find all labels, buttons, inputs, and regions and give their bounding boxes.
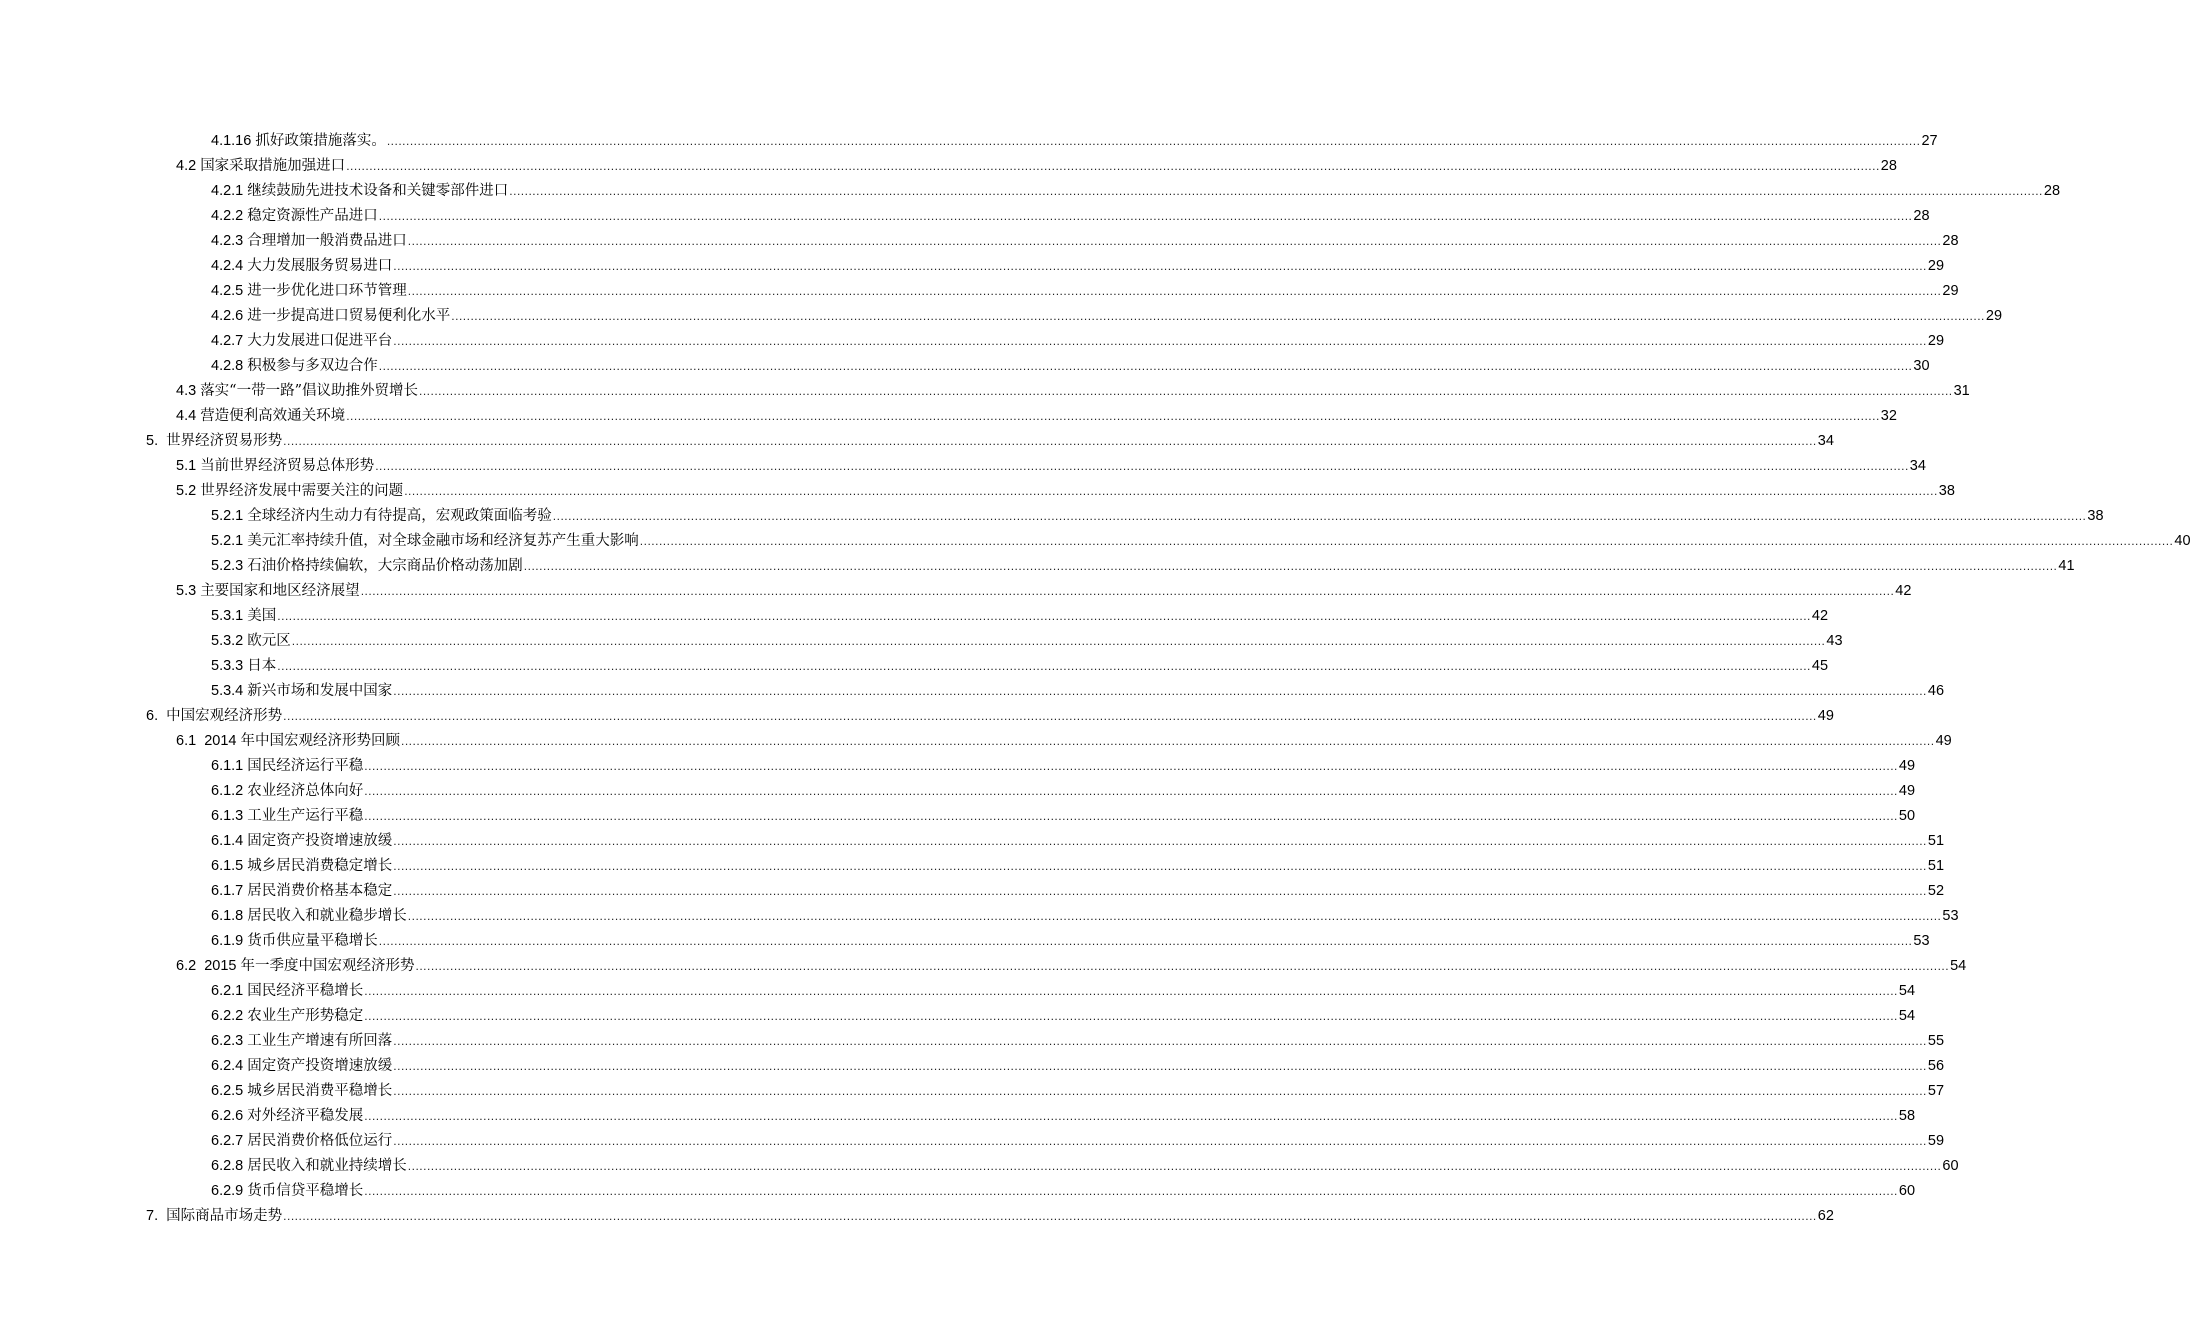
- toc-entry[interactable]: [0, 276, 1959, 301]
- toc-entry-title: 居民消费价格基本稳定: [247, 883, 393, 899]
- toc-entry[interactable]: [0, 651, 1829, 676]
- toc-entry-title: 工业生产增速有所回落: [247, 1033, 393, 1049]
- toc-entry[interactable]: [0, 401, 1897, 426]
- toc-entry-title: 石油价格持续偏软，大宗商品价格动荡加剧: [247, 558, 523, 574]
- toc-entry[interactable]: [0, 326, 1945, 351]
- toc-entry-page-number: 42: [1895, 583, 1912, 599]
- toc-dot-leader: ................................................................................................................................................................................................................................................................................................................................................................................................................: [393, 859, 1927, 873]
- toc-entry-page-number: 62: [1817, 1208, 1834, 1224]
- toc-entry-page-number: 58: [1898, 1108, 1916, 1124]
- toc-dot-leader: ................................................................................................................................................................................................................................................................................................................................................................................................................: [393, 684, 1927, 698]
- toc-entry[interactable]: [0, 976, 1916, 1001]
- toc-entry-number: 5.2: [176, 483, 201, 499]
- toc-entry-title: 大力发展服务贸易进口: [247, 258, 393, 274]
- toc-entry-page-number: 31: [1953, 383, 1970, 399]
- toc-entry-page-number: 32: [1880, 408, 1897, 424]
- toc-entry-title: 日本: [247, 658, 277, 674]
- toc-entry-number: 4.4: [176, 408, 201, 424]
- toc-entry-title: 进一步优化进口环节管理: [247, 283, 407, 299]
- toc-entry-number: 4.1.16: [211, 133, 256, 149]
- toc-entry-page-number: 38: [1938, 483, 1955, 499]
- toc-entry-title: 年一季度中国宏观经济形势: [240, 958, 415, 974]
- toc-entry[interactable]: [0, 851, 1945, 876]
- toc-entry-number: 6.1.3: [211, 808, 248, 824]
- toc-entry-number: 6.1.1: [211, 758, 248, 774]
- toc-dot-leader: ................................................................................................................................................................................................................................................................................................................................................................................................................: [378, 209, 1913, 223]
- toc-entry-page-number: 28: [1942, 233, 1959, 249]
- toc-dot-leader: ................................................................................................................................................................................................................................................................................................................................................................................................................: [360, 584, 1895, 598]
- toc-entry[interactable]: [0, 376, 1970, 401]
- toc-entry-title: 居民收入和就业稳步增长: [247, 908, 407, 924]
- toc-entry-number: 6.1.2: [211, 783, 248, 799]
- toc-entry[interactable]: [0, 351, 1930, 376]
- toc-dot-leader: ................................................................................................................................................................................................................................................................................................................................................................................................................: [393, 259, 1927, 273]
- toc-entry-number: 5.3.4: [211, 683, 248, 699]
- toc-dot-leader: ................................................................................................................................................................................................................................................................................................................................................................................................................: [393, 1059, 1927, 1073]
- toc-entry-page-number: 54: [1950, 958, 1967, 974]
- toc-entry-title: 国民经济平稳增长: [247, 983, 364, 999]
- toc-dot-leader: ................................................................................................................................................................................................................................................................................................................................................................................................................: [407, 234, 1942, 248]
- toc-dot-leader: ................................................................................................................................................................................................................................................................................................................................................................................................................: [378, 359, 1913, 373]
- toc-dot-leader: ................................................................................................................................................................................................................................................................................................................................................................................................................: [364, 1184, 1898, 1198]
- toc-entry-title: 货币供应量平稳增长: [247, 933, 378, 949]
- toc-entry-page-number: 57: [1927, 1083, 1945, 1099]
- toc-entry-number: 4.2.4: [211, 258, 248, 274]
- toc-entry[interactable]: [0, 526, 2191, 551]
- toc-entry[interactable]: [0, 951, 1967, 976]
- toc-entry-number: 6.1 2014: [176, 733, 241, 749]
- toc-entry[interactable]: [0, 126, 1938, 151]
- toc-dot-leader: ................................................................................................................................................................................................................................................................................................................................................................................................................: [407, 1159, 1942, 1173]
- toc-dot-leader: ................................................................................................................................................................................................................................................................................................................................................................................................................: [277, 659, 1811, 673]
- toc-entry-page-number: 34: [1909, 458, 1926, 474]
- toc-entry[interactable]: [0, 1201, 1834, 1226]
- toc-entry[interactable]: [0, 576, 1912, 601]
- toc-entry[interactable]: [0, 801, 1916, 826]
- toc-dot-leader: ................................................................................................................................................................................................................................................................................................................................................................................................................: [364, 759, 1898, 773]
- toc-dot-leader: ................................................................................................................................................................................................................................................................................................................................................................................................................: [291, 634, 1826, 648]
- toc-entry-title: 当前世界经济贸易总体形势: [200, 458, 375, 474]
- toc-entry[interactable]: [0, 501, 2104, 526]
- toc-entry[interactable]: [0, 1001, 1916, 1026]
- toc-entry-title: 固定资产投资增速放缓: [247, 1058, 393, 1074]
- toc-entry-page-number: 60: [1898, 1183, 1916, 1199]
- toc-entry-page-number: 30: [1913, 358, 1930, 374]
- toc-entry-title: 固定资产投资增速放缓: [247, 833, 393, 849]
- toc-entry-number: 4.2: [176, 158, 201, 174]
- toc-entry-page-number: 29: [1927, 333, 1945, 349]
- toc-entry-number: 4.2.5: [211, 283, 248, 299]
- toc-entry-title: 美国: [247, 608, 277, 624]
- toc-entry-number: 5.2.3: [211, 558, 248, 574]
- toc-entry-page-number: 60: [1942, 1158, 1959, 1174]
- toc-entry-page-number: 46: [1927, 683, 1945, 699]
- toc-entry-number: 6.2.7: [211, 1133, 248, 1149]
- toc-entry-title: 美元汇率持续升值，对全球金融市场和经济复苏产生重大影响: [247, 533, 639, 549]
- toc-entry[interactable]: [0, 701, 1834, 726]
- toc-entry-number: 4.2.6: [211, 308, 248, 324]
- toc-entry-number: 4.2.7: [211, 333, 248, 349]
- toc-entry[interactable]: [0, 901, 1959, 926]
- toc-entry-number: 4.2.8: [211, 358, 248, 374]
- toc-entry[interactable]: [0, 1151, 1959, 1176]
- toc-entry[interactable]: [0, 176, 2061, 201]
- toc-entry[interactable]: [0, 251, 1945, 276]
- toc-entry-page-number: 34: [1817, 433, 1834, 449]
- toc-entry[interactable]: [0, 601, 1829, 626]
- toc-entry-page-number: 41: [2058, 558, 2075, 574]
- toc-entry-number: 4.2.3: [211, 233, 248, 249]
- toc-entry[interactable]: [0, 826, 1945, 851]
- toc-dot-leader: ................................................................................................................................................................................................................................................................................................................................................................................................................: [404, 484, 1938, 498]
- toc-entry-title: 城乡居民消费稳定增长: [247, 858, 393, 874]
- toc-entry[interactable]: [0, 1026, 1945, 1051]
- toc-entry-title: 落实“一带一路”倡议助推外贸增长: [200, 383, 419, 399]
- toc-entry-page-number: 40: [2174, 533, 2191, 549]
- toc-entry-page-number: 53: [1913, 933, 1930, 949]
- toc-entry-number: 4.2.2: [211, 208, 248, 224]
- toc-dot-leader: ................................................................................................................................................................................................................................................................................................................................................................................................................: [393, 884, 1927, 898]
- toc-dot-leader: ................................................................................................................................................................................................................................................................................................................................................................................................................: [346, 159, 1880, 173]
- toc-entry-page-number: 52: [1927, 883, 1945, 899]
- toc-dot-leader: ................................................................................................................................................................................................................................................................................................................................................................................................................: [401, 734, 1935, 748]
- toc-dot-leader: ................................................................................................................................................................................................................................................................................................................................................................................................................: [364, 1109, 1898, 1123]
- toc-entry-number: 6.2.9: [211, 1183, 248, 1199]
- toc-entry-title: 营造便利高效通关环境: [200, 408, 346, 424]
- toc-entry-title: 工业生产运行平稳: [247, 808, 364, 824]
- toc-entry-page-number: 50: [1898, 808, 1916, 824]
- toc-entry-number: 5.3.3: [211, 658, 248, 674]
- toc-entry-number: 6.1.7: [211, 883, 248, 899]
- toc-entry-number: 6.: [146, 708, 167, 724]
- toc-entry-number: 5.3.2: [211, 633, 248, 649]
- toc-entry-number: 6.2.1: [211, 983, 248, 999]
- toc-dot-leader: ................................................................................................................................................................................................................................................................................................................................................................................................................: [346, 409, 1880, 423]
- toc-entry-page-number: 49: [1935, 733, 1952, 749]
- toc-entry-title: 国家采取措施加强进口: [200, 158, 346, 174]
- toc-entry-number: 5.3: [176, 583, 201, 599]
- toc-dot-leader: ................................................................................................................................................................................................................................................................................................................................................................................................................: [283, 709, 1817, 723]
- toc-entry[interactable]: [0, 1126, 1945, 1151]
- toc-dot-leader: ................................................................................................................................................................................................................................................................................................................................................................................................................: [393, 834, 1927, 848]
- toc-entry[interactable]: [0, 201, 1930, 226]
- toc-entry[interactable]: [0, 1051, 1945, 1076]
- toc-entry[interactable]: [0, 151, 1897, 176]
- toc-entry-title: 进一步提高进口贸易便利化水平: [247, 308, 451, 324]
- toc-entry-page-number: 49: [1898, 758, 1916, 774]
- toc-entry-page-number: 51: [1927, 833, 1945, 849]
- toc-entry-page-number: 29: [1927, 258, 1945, 274]
- toc-entry-page-number: 49: [1817, 708, 1834, 724]
- toc-entry-title: 全球经济内生动力有待提高，宏观政策面临考验: [247, 508, 552, 524]
- toc-entry-number: 5.2.1: [211, 508, 248, 524]
- toc-entry[interactable]: [0, 226, 1959, 251]
- toc-dot-leader: ................................................................................................................................................................................................................................................................................................................................................................................................................: [639, 534, 2174, 548]
- toc-entry-title: 年中国宏观经济形势回顾: [240, 733, 400, 749]
- toc-entry[interactable]: [0, 926, 1930, 951]
- toc-dot-leader: ................................................................................................................................................................................................................................................................................................................................................................................................................: [378, 934, 1913, 948]
- toc-dot-leader: ................................................................................................................................................................................................................................................................................................................................................................................................................: [393, 1034, 1927, 1048]
- toc-entry-title: 农业生产形势稳定: [247, 1008, 364, 1024]
- toc-dot-leader: ................................................................................................................................................................................................................................................................................................................................................................................................................: [393, 1134, 1927, 1148]
- toc-entry-number: 4.3: [176, 383, 201, 399]
- toc-entry-number: 6.2.4: [211, 1058, 248, 1074]
- toc-entry-page-number: 28: [2043, 183, 2061, 199]
- toc-entry-title: 合理增加一般消费品进口: [247, 233, 407, 249]
- toc-entry-title: 居民收入和就业持续增长: [247, 1158, 407, 1174]
- toc-entry-page-number: 42: [1811, 608, 1829, 624]
- toc-dot-leader: ................................................................................................................................................................................................................................................................................................................................................................................................................: [283, 434, 1817, 448]
- toc-entry[interactable]: [0, 626, 1843, 651]
- toc-entry-number: 5.1: [176, 458, 201, 474]
- toc-entry-number: 6.1.8: [211, 908, 248, 924]
- toc-entry[interactable]: [0, 476, 1955, 501]
- toc-entry[interactable]: [0, 751, 1916, 776]
- toc-entry-page-number: 43: [1826, 633, 1843, 649]
- table-of-contents: [0, 126, 2191, 1226]
- toc-dot-leader: ................................................................................................................................................................................................................................................................................................................................................................................................................: [364, 784, 1898, 798]
- toc-entry-page-number: 55: [1927, 1033, 1945, 1049]
- toc-entry-page-number: 56: [1927, 1058, 1945, 1074]
- toc-entry-page-number: 54: [1898, 983, 1916, 999]
- toc-entry[interactable]: [0, 726, 1952, 751]
- toc-entry-title: 新兴市场和发展中国家: [247, 683, 393, 699]
- toc-entry-title: 主要国家和地区经济展望: [200, 583, 360, 599]
- toc-entry-page-number: 51: [1927, 858, 1945, 874]
- toc-entry-page-number: 53: [1942, 908, 1959, 924]
- toc-entry-title: 对外经济平稳发展: [247, 1108, 364, 1124]
- toc-entry-page-number: 38: [2087, 508, 2104, 524]
- toc-entry-title: 继续鼓励先进技术设备和关键零部件进口: [247, 183, 509, 199]
- toc-entry-number: 6.2.5: [211, 1083, 248, 1099]
- toc-dot-leader: ................................................................................................................................................................................................................................................................................................................................................................................................................: [364, 1009, 1898, 1023]
- toc-entry-number: 5.3.1: [211, 608, 248, 624]
- toc-entry-page-number: 59: [1927, 1133, 1945, 1149]
- toc-entry[interactable]: [0, 776, 1916, 801]
- toc-entry-number: 5.2.1: [211, 533, 248, 549]
- toc-entry[interactable]: [0, 876, 1945, 901]
- toc-entry[interactable]: [0, 451, 1926, 476]
- toc-entry-number: 6.2.2: [211, 1008, 248, 1024]
- toc-dot-leader: ................................................................................................................................................................................................................................................................................................................................................................................................................: [419, 384, 1953, 398]
- toc-entry-title: 城乡居民消费平稳增长: [247, 1083, 393, 1099]
- toc-dot-leader: ................................................................................................................................................................................................................................................................................................................................................................................................................: [277, 609, 1811, 623]
- toc-entry[interactable]: [0, 551, 2075, 576]
- toc-dot-leader: ................................................................................................................................................................................................................................................................................................................................................................................................................: [415, 959, 1950, 973]
- toc-entry-title: 农业经济总体向好: [247, 783, 364, 799]
- toc-entry-title: 大力发展进口促进平台: [247, 333, 393, 349]
- toc-entry-title: 稳定资源性产品进口: [247, 208, 378, 224]
- toc-entry-number: 6.2.3: [211, 1033, 248, 1049]
- toc-dot-leader: ................................................................................................................................................................................................................................................................................................................................................................................................................: [386, 134, 1921, 148]
- toc-entry[interactable]: [0, 676, 1945, 701]
- toc-entry-number: 6.1.9: [211, 933, 248, 949]
- toc-entry-title: 世界经济发展中需要关注的问题: [200, 483, 404, 499]
- toc-entry[interactable]: [0, 1101, 1916, 1126]
- toc-entry-title: 世界经济贸易形势: [166, 433, 283, 449]
- toc-entry-number: 4.2.1: [211, 183, 248, 199]
- toc-entry-page-number: 28: [1880, 158, 1897, 174]
- toc-dot-leader: ................................................................................................................................................................................................................................................................................................................................................................................................................: [283, 1209, 1817, 1223]
- toc-entry-title: 欧元区: [247, 633, 291, 649]
- toc-entry-title: 货币信贷平稳增长: [247, 1183, 364, 1199]
- toc-entry[interactable]: [0, 301, 2003, 326]
- toc-dot-leader: ................................................................................................................................................................................................................................................................................................................................................................................................................: [509, 184, 2043, 198]
- toc-entry-page-number: 27: [1921, 133, 1938, 149]
- toc-dot-leader: ................................................................................................................................................................................................................................................................................................................................................................................................................: [451, 309, 1985, 323]
- toc-entry-number: 6.1.4: [211, 833, 248, 849]
- toc-entry-page-number: 45: [1811, 658, 1829, 674]
- toc-dot-leader: ................................................................................................................................................................................................................................................................................................................................................................................................................: [364, 809, 1898, 823]
- toc-entry-number: 7.: [146, 1208, 167, 1224]
- toc-entry-number: 6.2.6: [211, 1108, 248, 1124]
- toc-entry-page-number: 49: [1898, 783, 1916, 799]
- toc-entry-title: 积极参与多双边合作: [247, 358, 378, 374]
- toc-entry-title: 国民经济运行平稳: [247, 758, 364, 774]
- toc-entry[interactable]: [0, 1176, 1916, 1201]
- toc-dot-leader: ................................................................................................................................................................................................................................................................................................................................................................................................................: [393, 1084, 1927, 1098]
- toc-dot-leader: ................................................................................................................................................................................................................................................................................................................................................................................................................: [552, 509, 2087, 523]
- toc-entry-page-number: 28: [1913, 208, 1930, 224]
- toc-entry-page-number: 29: [1942, 283, 1959, 299]
- toc-entry-title: 抓好政策措施落实。: [255, 133, 386, 149]
- toc-entry-number: 6.2 2015: [176, 958, 241, 974]
- toc-entry-title: 居民消费价格低位运行: [247, 1133, 393, 1149]
- toc-entry-title: 中国宏观经济形势: [166, 708, 283, 724]
- toc-entry-page-number: 29: [1985, 308, 2003, 324]
- toc-dot-leader: ................................................................................................................................................................................................................................................................................................................................................................................................................: [375, 459, 1909, 473]
- toc-dot-leader: ................................................................................................................................................................................................................................................................................................................................................................................................................: [523, 559, 2058, 573]
- toc-dot-leader: ................................................................................................................................................................................................................................................................................................................................................................................................................: [407, 284, 1942, 298]
- toc-dot-leader: ................................................................................................................................................................................................................................................................................................................................................................................................................: [393, 334, 1927, 348]
- toc-entry[interactable]: [0, 426, 1834, 451]
- toc-entry-number: 6.1.5: [211, 858, 248, 874]
- toc-entry-title: 国际商品市场走势: [166, 1208, 283, 1224]
- toc-dot-leader: ................................................................................................................................................................................................................................................................................................................................................................................................................: [364, 984, 1898, 998]
- toc-entry-number: 6.2.8: [211, 1158, 248, 1174]
- toc-entry-number: 5.: [146, 433, 167, 449]
- toc-entry-page-number: 54: [1898, 1008, 1916, 1024]
- toc-dot-leader: ................................................................................................................................................................................................................................................................................................................................................................................................................: [407, 909, 1942, 923]
- toc-entry[interactable]: [0, 1076, 1945, 1101]
